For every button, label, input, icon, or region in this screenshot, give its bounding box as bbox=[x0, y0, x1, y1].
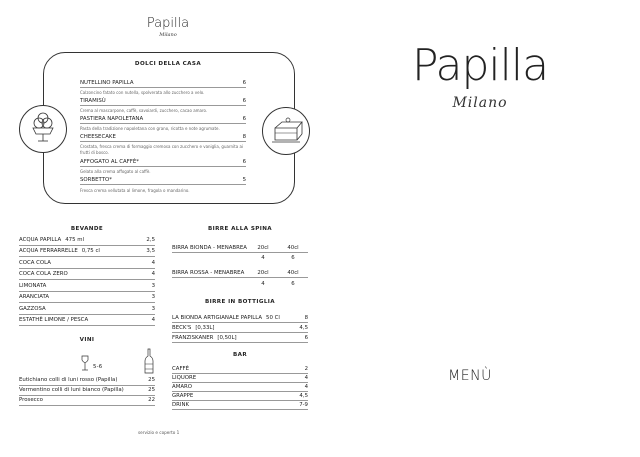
vini-heading: VINI bbox=[79, 337, 95, 343]
vini-item: Vermentino colli di luni bianco (Papilla) 25 bbox=[19, 387, 155, 393]
dessert-item: CHEESECAKE 8 bbox=[80, 134, 246, 140]
vini-item: Prosecco 22 bbox=[19, 397, 155, 403]
bar-item: AMARO 4 bbox=[172, 384, 308, 390]
dessert-item: NUTELLINO PAPILLA 6 bbox=[80, 80, 246, 86]
birre-bottiglia-item: LA BIONDA ARTIGIANALE PAPILLA 50 Cl 8 bbox=[172, 315, 308, 321]
bevande-item: COCA COLA 4 bbox=[19, 260, 155, 266]
bar-item: LIQUORE 4 bbox=[172, 375, 308, 381]
dessert-desc: Calzoncino fatato con nutella, spolverata allo zucchero a velo. bbox=[80, 90, 205, 95]
birre-spina-prices: 4 6 bbox=[261, 255, 295, 261]
bevande-item: ACQUA FERRARRELLE 0,75 cl 3,5 bbox=[19, 248, 155, 254]
bevande-item: COCA COLA ZERO 4 bbox=[19, 271, 155, 277]
birre-spina-item: BIRRA ROSSA - MENABREA 20cl 40cl bbox=[172, 270, 299, 276]
dessert-item: SORBETTO* 5 bbox=[80, 177, 246, 183]
bevande-item: GAZZOSA 3 bbox=[19, 306, 155, 312]
dessert-desc: Crema al mascarpone, caffè, savoiardi, zucchero, cacao amaro. bbox=[80, 108, 208, 113]
dessert-desc: Pasta della tradizione napoletana con grano, ricotta e note agrumate. bbox=[80, 126, 220, 131]
cover-title: MENÙ bbox=[448, 368, 492, 384]
wine-bottle-icon bbox=[144, 348, 154, 374]
cover-logo-city: Milano bbox=[452, 95, 508, 111]
dessert-desc: Crostata, fresca crema di formaggio cremosa con zucchero e vaniglia, guarnita ai frutti di bosco. bbox=[80, 144, 244, 155]
birre-bottiglia-item: FRANZISKANER [0,50L] 6 bbox=[172, 335, 308, 341]
bevande-item: LIMONATA 3 bbox=[19, 283, 155, 289]
bar-item: GRAPPE 4,5 bbox=[172, 393, 308, 399]
cake-icon bbox=[262, 107, 310, 155]
small-logo-city: Milano bbox=[159, 32, 177, 38]
small-logo: Papilla bbox=[146, 16, 190, 31]
birre-bottiglia-item: BECK'S [0,33L] 4,5 bbox=[172, 325, 308, 331]
birre-spina-prices: 4 6 bbox=[261, 281, 295, 287]
bevande-item: ACQUA PAPILLA 475 ml 2,5 bbox=[19, 237, 155, 243]
bevande-item: ESTATHÈ LIMONE / PESCA 4 bbox=[19, 317, 155, 323]
bar-heading: BAR bbox=[232, 352, 248, 358]
cover-logo: Papilla bbox=[411, 40, 549, 91]
footer-note: servizio e coperto 1 bbox=[138, 430, 180, 435]
ice-cream-icon bbox=[19, 105, 67, 153]
vini-item: Eutichiano colli di luni rosso (Papilla) 25 bbox=[19, 377, 155, 383]
bar-item: DRINK 7-9 bbox=[172, 402, 308, 408]
birre-bottiglia-heading: BIRRE IN BOTTIGLIA bbox=[204, 299, 276, 305]
glass-price: 5-6 bbox=[93, 364, 103, 370]
bevande-item: ARANCIATA 3 bbox=[19, 294, 155, 300]
dessert-desc: Gelato alla crema affogato al caffè. bbox=[80, 169, 151, 174]
bar-item: CAFFÈ 2 bbox=[172, 366, 308, 372]
wine-glass-icon bbox=[80, 355, 90, 373]
dessert-desc: Fresca crema vellutata al limone, fragola o mandarino. bbox=[80, 188, 190, 193]
bevande-heading: BEVANDE bbox=[70, 226, 104, 232]
dessert-heading: DOLCI DELLA CASA bbox=[134, 61, 202, 67]
birre-spina-heading: BIRRE ALLA SPINA bbox=[207, 226, 273, 232]
dessert-item: AFFOGATO AL CAFFÈ* 6 bbox=[80, 159, 246, 165]
dessert-item: PASTIERA NAPOLETANA 6 bbox=[80, 116, 246, 122]
birre-spina-item: BIRRA BIONDA - MENABREA 20cl 40cl bbox=[172, 245, 299, 251]
dessert-item: TIRAMISÙ 6 bbox=[80, 98, 246, 104]
